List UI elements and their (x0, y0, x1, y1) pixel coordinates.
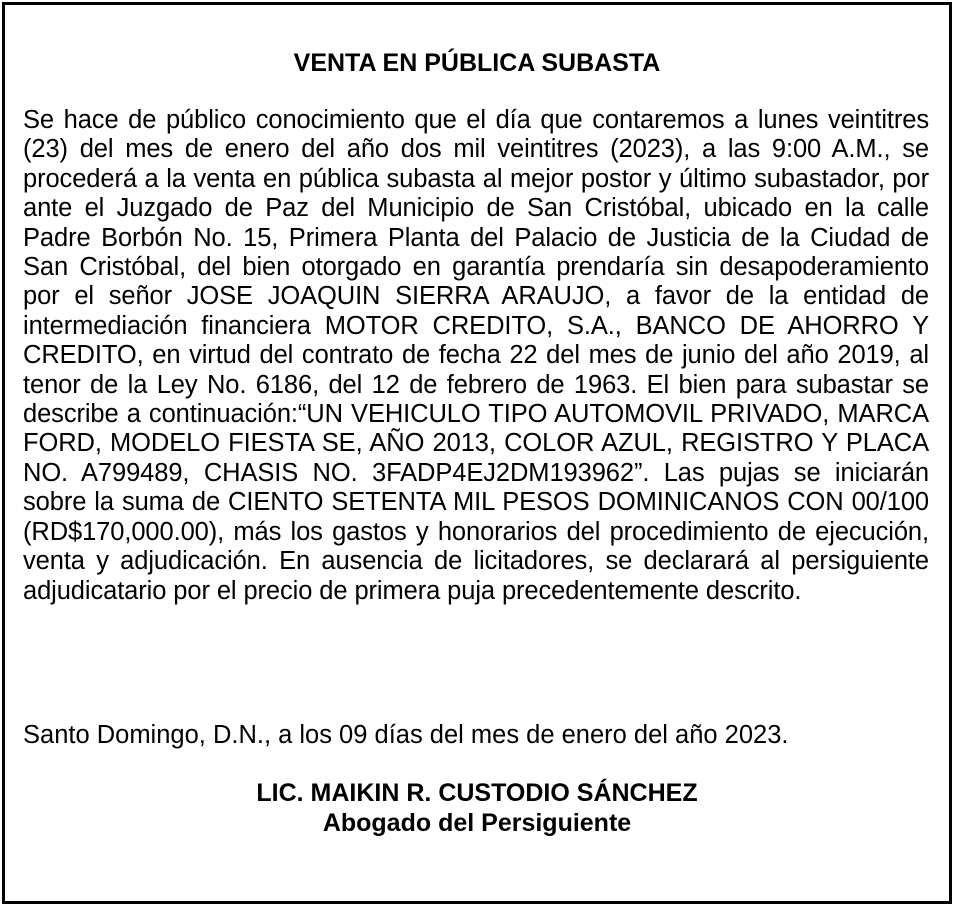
notice-date-line: Santo Domingo, D.N., a los 09 días del mes de enero del año 2023. (23, 721, 789, 749)
signer-name: LIC. MAIKIN R. CUSTODIO SÁNCHEZ (256, 779, 698, 807)
notice-title: VENTA EN PÚBLICA SUBASTA (293, 49, 661, 77)
auction-notice (2, 2, 952, 904)
notice-body: Se hace de público conocimiento que el día que contaremos a lunes veintitres (23) del mes de enero del año dos mil veintitres (2023), a las 9:00 A.M., se procederá a la venta en pública subasta al mejor postor y último subastador, por ante el Juzgado de Paz del Municipio de San Cristóbal, ubicado en la calle Padre Borbón No. 15, Primera Planta del Palacio de Justicia de la Ciudad de San Cristóbal, del bien otorgado en garantía prendaría sin desapoderamiento por el señor JOSE JOAQUIN SIERRA ARAUJO, a favor de la entidad de intermediación financiera MOTOR CREDITO, S.A., BANCO DE AHORRO Y CREDITO, en virtud del contrato de fecha 22 del mes de junio del año 2019, al tenor de la Ley No. 6186, del 12 de febrero de 1963. El bien para subastar se describe a continuación:“UN VEHICULO TIPO AUTOMOVIL PRIVADO, MARCA FORD, MODELO FIESTA SE, AÑO 2013, COLOR AZUL, REGISTRO Y PLACA NO. A799489, CHASIS NO. 3FADP4EJ2DM193962”. Las pujas se iniciarán sobre la suma de CIENTO SETENTA MIL PESOS DOMINICANOS CON 00/100 (RD$170,000.00), más los gastos y honorarios del procedimiento de ejecución, venta y adjudicación. En ausencia de licitadores, se declarará al persiguiente adjudicatario por el precio de primera puja precedentemente descrito. (23, 106, 929, 605)
signer-role: Abogado del Persiguiente (322, 809, 632, 837)
